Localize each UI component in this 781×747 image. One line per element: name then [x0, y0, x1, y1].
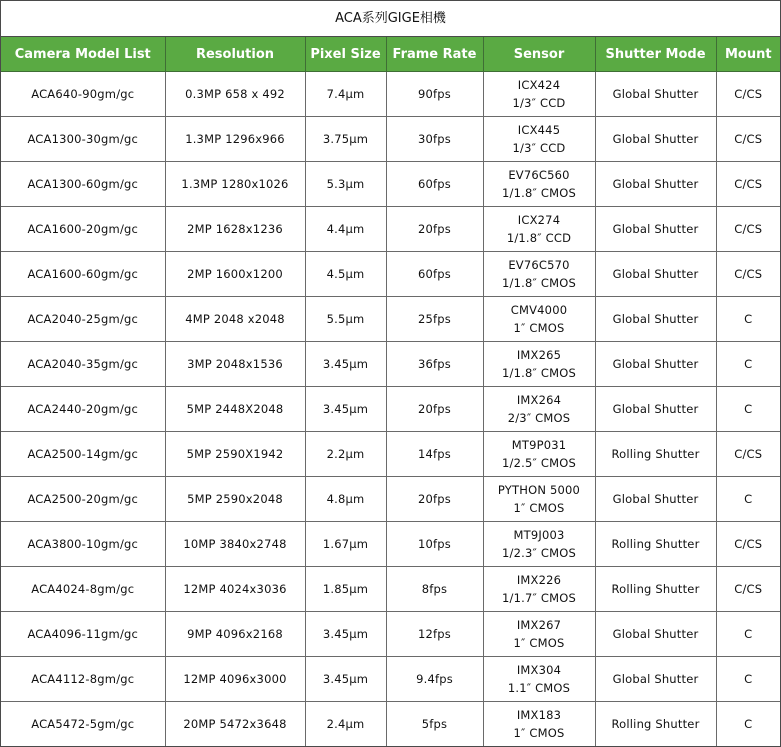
- sensor-name: IMX267: [516, 618, 562, 632]
- model-cell: ACA2040-35gm/gc: [1, 342, 165, 387]
- mount-cell: C/CS: [716, 522, 780, 567]
- table-row: [1, 162, 780, 207]
- mount-cell: C/CS: [716, 432, 780, 477]
- shutter-mode-cell: Global Shutter: [595, 252, 716, 297]
- shutter-mode-cell: Global Shutter: [595, 612, 716, 657]
- model-cell: ACA1300-60gm/gc: [1, 162, 165, 207]
- sensor-name: IMX304: [516, 663, 562, 677]
- column-header-resolution: Resolution: [165, 37, 305, 72]
- frame-rate-cell: 20fps: [386, 477, 483, 522]
- frame-rate-cell: 8fps: [386, 567, 483, 612]
- model-cell: ACA5472-5gm/gc: [1, 702, 165, 747]
- sensor-cell: [483, 702, 595, 747]
- sensor-name: ICX445: [517, 123, 561, 137]
- resolution-cell: 2MP 1600x1200: [165, 252, 305, 297]
- resolution-cell: 4MP 2048 x2048: [165, 297, 305, 342]
- table-row: [1, 702, 780, 747]
- resolution-cell: 12MP 4096x3000: [165, 657, 305, 702]
- table-row: [1, 252, 780, 297]
- shutter-mode-cell: Rolling Shutter: [595, 702, 716, 747]
- resolution-cell: 9MP 4096x2168: [165, 612, 305, 657]
- sensor-name: MT9P031: [511, 438, 567, 452]
- mount-cell: C/CS: [716, 567, 780, 612]
- mount-cell: C: [716, 477, 780, 522]
- sensor-format: 1/1.8″ CMOS: [502, 366, 576, 380]
- mount-cell: C: [716, 702, 780, 747]
- table-row: [1, 477, 780, 522]
- mount-cell: C: [716, 342, 780, 387]
- column-header-model: Camera Model List: [1, 37, 165, 72]
- sensor-format: 1.1″ CMOS: [507, 681, 571, 695]
- pixel-size-cell: 5.5μm: [305, 297, 386, 342]
- table-row: [1, 72, 780, 117]
- resolution-cell: 1.3MP 1280x1026: [165, 162, 305, 207]
- shutter-mode-cell: Global Shutter: [595, 657, 716, 702]
- column-header-sensor: Sensor: [483, 37, 595, 72]
- sensor-cell: [483, 72, 595, 117]
- table-row: [1, 387, 780, 432]
- table-row: [1, 612, 780, 657]
- sensor-cell: [483, 522, 595, 567]
- sensor-cell: [483, 297, 595, 342]
- shutter-mode-cell: Rolling Shutter: [595, 567, 716, 612]
- pixel-size-cell: 3.75μm: [305, 117, 386, 162]
- table-row: [1, 657, 780, 702]
- mount-cell: C: [716, 612, 780, 657]
- model-cell: ACA2500-14gm/gc: [1, 432, 165, 477]
- model-cell: ACA2040-25gm/gc: [1, 297, 165, 342]
- shutter-mode-cell: Global Shutter: [595, 477, 716, 522]
- mount-cell: C/CS: [716, 117, 780, 162]
- frame-rate-cell: 60fps: [386, 252, 483, 297]
- pixel-size-cell: 4.5μm: [305, 252, 386, 297]
- column-header-mount: Mount: [716, 37, 780, 72]
- resolution-cell: 5MP 2590x2048: [165, 477, 305, 522]
- sensor-name: EV76C560: [508, 168, 570, 182]
- shutter-mode-cell: Global Shutter: [595, 387, 716, 432]
- frame-rate-cell: 14fps: [386, 432, 483, 477]
- shutter-mode-cell: Global Shutter: [595, 207, 716, 252]
- frame-rate-cell: 25fps: [386, 297, 483, 342]
- model-cell: ACA2440-20gm/gc: [1, 387, 165, 432]
- sensor-format: 1″ CMOS: [513, 726, 565, 740]
- table-row: [1, 522, 780, 567]
- pixel-size-cell: 2.4μm: [305, 702, 386, 747]
- pixel-size-cell: 3.45μm: [305, 387, 386, 432]
- sensor-format: 1″ CMOS: [513, 636, 565, 650]
- sensor-cell: [483, 252, 595, 297]
- pixel-size-cell: 2.2μm: [305, 432, 386, 477]
- table-title: ACA系列GIGE相機: [1, 1, 780, 37]
- sensor-format: 1/1.7″ CMOS: [502, 591, 576, 605]
- resolution-cell: 2MP 1628x1236: [165, 207, 305, 252]
- table-row: [1, 297, 780, 342]
- sensor-name: IMX183: [516, 708, 562, 722]
- mount-cell: C/CS: [716, 72, 780, 117]
- column-header-shutter-mode: Shutter Mode: [595, 37, 716, 72]
- sensor-format: 1″ CMOS: [513, 501, 565, 515]
- model-cell: ACA640-90gm/gc: [1, 72, 165, 117]
- mount-cell: C/CS: [716, 162, 780, 207]
- frame-rate-cell: 20fps: [386, 387, 483, 432]
- pixel-size-cell: 5.3μm: [305, 162, 386, 207]
- sensor-name: ICX424: [517, 78, 561, 92]
- frame-rate-cell: 9.4fps: [386, 657, 483, 702]
- sensor-format: 1/1.8″ CMOS: [502, 186, 576, 200]
- camera-spec-table: [1, 37, 780, 746]
- model-cell: ACA3800-10gm/gc: [1, 522, 165, 567]
- sensor-name: PYTHON 5000: [497, 483, 581, 497]
- model-cell: ACA1300-30gm/gc: [1, 117, 165, 162]
- sensor-cell: [483, 342, 595, 387]
- table-row: [1, 432, 780, 477]
- sensor-cell: [483, 567, 595, 612]
- sensor-name: IMX226: [516, 573, 562, 587]
- pixel-size-cell: 1.67μm: [305, 522, 386, 567]
- frame-rate-cell: 12fps: [386, 612, 483, 657]
- table-row: [1, 117, 780, 162]
- model-cell: ACA2500-20gm/gc: [1, 477, 165, 522]
- frame-rate-cell: 60fps: [386, 162, 483, 207]
- sensor-format: 2/3″ CMOS: [507, 411, 571, 425]
- column-header-frame-rate: Frame Rate: [386, 37, 483, 72]
- pixel-size-cell: 1.85μm: [305, 567, 386, 612]
- mount-cell: C: [716, 657, 780, 702]
- sensor-format: 1/2.3″ CMOS: [502, 546, 576, 560]
- sensor-name: IMX265: [516, 348, 562, 362]
- pixel-size-cell: 3.45μm: [305, 612, 386, 657]
- pixel-size-cell: 4.4μm: [305, 207, 386, 252]
- pixel-size-cell: 7.4μm: [305, 72, 386, 117]
- pixel-size-cell: 3.45μm: [305, 342, 386, 387]
- frame-rate-cell: 90fps: [386, 72, 483, 117]
- mount-cell: C/CS: [716, 252, 780, 297]
- sensor-cell: [483, 657, 595, 702]
- frame-rate-cell: 10fps: [386, 522, 483, 567]
- sensor-cell: [483, 207, 595, 252]
- model-cell: ACA1600-20gm/gc: [1, 207, 165, 252]
- model-cell: ACA4096-11gm/gc: [1, 612, 165, 657]
- header-row: [1, 37, 780, 72]
- column-header-pixel-size: Pixel Size: [305, 37, 386, 72]
- sensor-cell: [483, 432, 595, 477]
- sensor-name: MT9J003: [513, 528, 565, 542]
- sensor-cell: [483, 612, 595, 657]
- sensor-name: IMX264: [516, 393, 562, 407]
- resolution-cell: 5MP 2448X2048: [165, 387, 305, 432]
- sensor-format: 1″ CMOS: [513, 321, 565, 335]
- shutter-mode-cell: Global Shutter: [595, 342, 716, 387]
- resolution-cell: 10MP 3840x2748: [165, 522, 305, 567]
- shutter-mode-cell: Global Shutter: [595, 162, 716, 207]
- resolution-cell: 20MP 5472x3648: [165, 702, 305, 747]
- shutter-mode-cell: Rolling Shutter: [595, 522, 716, 567]
- table-body: [1, 72, 780, 747]
- sensor-name: ICX274: [517, 213, 561, 227]
- table-row: [1, 567, 780, 612]
- sensor-cell: [483, 387, 595, 432]
- mount-cell: C: [716, 297, 780, 342]
- resolution-cell: 0.3MP 658 x 492: [165, 72, 305, 117]
- table-row: [1, 207, 780, 252]
- model-cell: ACA4024-8gm/gc: [1, 567, 165, 612]
- shutter-mode-cell: Global Shutter: [595, 117, 716, 162]
- sensor-name: CMV4000: [510, 303, 568, 317]
- table-row: [1, 342, 780, 387]
- mount-cell: C/CS: [716, 207, 780, 252]
- model-cell: ACA1600-60gm/gc: [1, 252, 165, 297]
- sensor-format: 1/1.8″ CCD: [506, 231, 572, 245]
- sensor-cell: [483, 162, 595, 207]
- sensor-format: 1/3″ CCD: [512, 141, 566, 155]
- resolution-cell: 5MP 2590X1942: [165, 432, 305, 477]
- sensor-format: 1/2.5″ CMOS: [502, 456, 576, 470]
- shutter-mode-cell: Rolling Shutter: [595, 432, 716, 477]
- resolution-cell: 1.3MP 1296x966: [165, 117, 305, 162]
- sensor-name: EV76C570: [508, 258, 570, 272]
- sensor-format: 1/1.8″ CMOS: [502, 276, 576, 290]
- frame-rate-cell: 36fps: [386, 342, 483, 387]
- pixel-size-cell: 3.45μm: [305, 657, 386, 702]
- resolution-cell: 3MP 2048x1536: [165, 342, 305, 387]
- mount-cell: C: [716, 387, 780, 432]
- sensor-cell: [483, 477, 595, 522]
- sensor-format: 1/3″ CCD: [512, 96, 566, 110]
- frame-rate-cell: 30fps: [386, 117, 483, 162]
- resolution-cell: 12MP 4024x3036: [165, 567, 305, 612]
- pixel-size-cell: 4.8μm: [305, 477, 386, 522]
- sensor-cell: [483, 117, 595, 162]
- shutter-mode-cell: Global Shutter: [595, 297, 716, 342]
- model-cell: ACA4112-8gm/gc: [1, 657, 165, 702]
- frame-rate-cell: 20fps: [386, 207, 483, 252]
- frame-rate-cell: 5fps: [386, 702, 483, 747]
- shutter-mode-cell: Global Shutter: [595, 72, 716, 117]
